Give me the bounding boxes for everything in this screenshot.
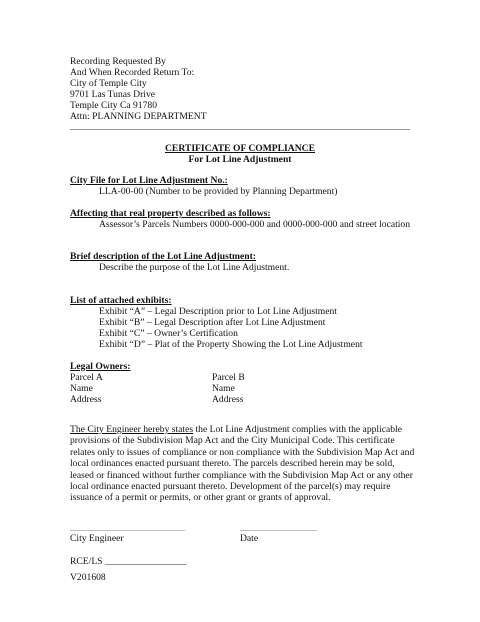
- statement-lead: The City Engineer hereby states: [70, 424, 194, 435]
- exhibit-item: Exhibit “D” – Plat of the Property Showing the Lot Line Adjustment: [99, 339, 363, 350]
- parcel-b-label: Parcel B: [212, 372, 245, 383]
- property-heading: Affecting that real property described as follows:: [70, 208, 271, 219]
- recording-line: City of Temple City: [70, 78, 147, 89]
- engineer-signature-line: ________________________: [70, 522, 186, 533]
- exhibits-heading: List of attached exhibits:: [70, 295, 172, 306]
- file-no-heading: City File for Lot Line Adjustment No.:: [70, 175, 228, 186]
- exhibit-item: Exhibit “C” – Owner’s Certification: [99, 328, 238, 339]
- exhibit-item: Exhibit “A” – Legal Description prior to Lot Line Adjustment: [99, 306, 337, 317]
- description-heading: Brief description of the Lot Line Adjustment:: [70, 251, 257, 262]
- file-no-value: LLA-00-00 (Number to be provided by Planning Department): [99, 186, 338, 197]
- recording-line: Recording Requested By: [70, 56, 166, 67]
- parcel-a-address: Address: [70, 394, 102, 405]
- date-signature-line: ________________: [240, 522, 317, 533]
- parcel-b-address: Address: [212, 394, 244, 405]
- recording-line: And When Recorded Return To:: [70, 67, 195, 78]
- statement-body: the Lot Line Adjustment complies with the applicable provisions of the Subdivision Map Act and the City Municipal Code. This certificate relates only to issues of compliance or non compliance with the Subdivision Map Act and local ordinances enacted pursuant thereto. The parcels described herein may be sold, leased or financed without further compliance with the Subdivision Map Act or any other local ordinance enacted pursuant thereto. Development of the parcel(s) may require issuance of a permit or permits, or other grant or grants of approval.: [70, 424, 415, 504]
- recording-line: Temple City Ca 91780: [70, 100, 157, 111]
- exhibit-item: Exhibit “B” – Legal Description after Lot Line Adjustment: [99, 317, 326, 328]
- description-value: Describe the purpose of the Lot Line Adjustment.: [99, 262, 290, 273]
- date-label: Date: [240, 533, 259, 544]
- compliance-statement: [70, 424, 416, 504]
- separator-rule: [70, 129, 410, 130]
- parcel-a-name: Name: [70, 383, 93, 394]
- parcel-b-name: Name: [212, 383, 235, 394]
- document-title: CERTIFICATE OF COMPLIANCE: [165, 143, 315, 154]
- version-code: V201608: [70, 572, 106, 583]
- parcel-a-label: Parcel A: [70, 372, 103, 383]
- document-subtitle: For Lot Line Adjustment: [188, 154, 292, 165]
- recording-line: Attn: PLANNING DEPARTMENT: [70, 111, 207, 122]
- owners-heading: Legal Owners:: [70, 361, 131, 372]
- property-value: Assessor’s Parcels Numbers 0000-000-000 and 0000-000-000 and street location: [99, 219, 411, 230]
- engineer-label: City Engineer: [70, 533, 124, 544]
- rce-ls-line: RCE/LS _________________: [70, 556, 187, 567]
- recording-line: 9701 Las Tunas Drive: [70, 89, 156, 100]
